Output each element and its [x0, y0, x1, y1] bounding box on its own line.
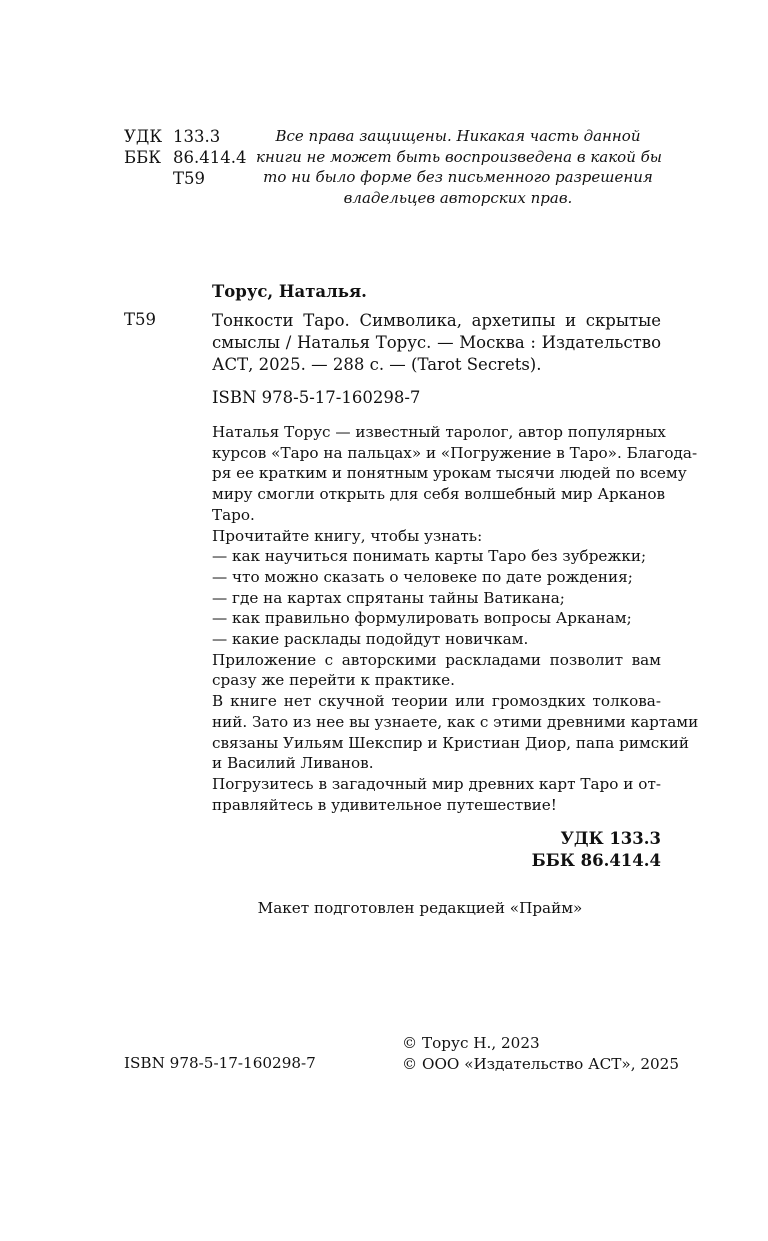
udk-row: [124, 126, 246, 147]
description-line: Тонкости Таро. Символика, архетипы и скрытые: [212, 311, 661, 330]
annotation-line: Погрузитесь в загадочный мир древних карт Таро и от-: [212, 774, 661, 793]
rights-line: владельцев авторских прав.: [343, 188, 573, 207]
copyright-line: © ООО «Издательство АСТ», 2025: [402, 1055, 680, 1073]
annotation-line: ний. Зато из нее вы узнаете, как с этими древними картами: [212, 712, 699, 731]
description-line: АСТ, 2025. — 288 с. — (Tarot Secrets).: [212, 355, 542, 374]
annotation-list-item: — что можно сказать о человеке по дате рождения;: [212, 567, 633, 586]
annotation-list-item: — какие расклады подойдут новичкам.: [212, 630, 529, 649]
rights-notice: [256, 126, 663, 208]
copyright-block: [402, 1033, 679, 1075]
annotation-line: и Василий Ливанов.: [212, 754, 374, 773]
isbn: ISBN 978-5-17-160298-7: [212, 388, 421, 407]
classification-codes: [124, 126, 246, 189]
annotation-line: Таро.: [212, 505, 255, 524]
annotation-line: Наталья Торус — известный таролог, автор популярных: [212, 423, 666, 441]
bibliography-mark: Т59: [124, 310, 157, 329]
isbn-footer: ISBN 978-5-17-160298-7: [124, 1054, 316, 1072]
annotation-line: курсов «Таро на пальцах» и «Погружение в Таро». Благода-: [212, 443, 698, 462]
rights-line: Все права защищены. Никакая часть данной: [275, 127, 641, 145]
author-mark-row: [124, 168, 246, 189]
annotation-line: Прочитайте книгу, чтобы узнать:: [212, 526, 483, 545]
annotation: [212, 422, 699, 815]
copyright-line: © Торус Н., 2023: [402, 1034, 540, 1052]
udk-label: УДК: [124, 127, 163, 146]
annotation-list-item: — как научиться понимать карты Таро без зубрежки;: [212, 547, 647, 566]
annotation-line: В книге нет скучной теории или громоздких толкова-: [212, 692, 661, 711]
bbk-value: 86.414.4: [173, 148, 247, 167]
annotation-list-item: — как правильно формулировать вопросы Арканам;: [212, 609, 632, 628]
layout-credit: Макет подготовлен редакцией «Прайм»: [257, 899, 583, 917]
annotation-line: ря ее кратким и понятным урокам тысячи людей по всему: [212, 464, 687, 483]
rights-line: книги не может быть воспроизведена в какой бы: [256, 147, 663, 166]
annotation-list-item: — где на картах спрятаны тайны Ватикана;: [212, 588, 565, 607]
rights-line: то ни было форме без письменного разрешения: [263, 168, 653, 186]
bbk-bottom: ББК 86.414.4: [531, 851, 661, 870]
author-mark: Т59: [173, 169, 206, 188]
author-heading: Торус, Наталья.: [212, 282, 367, 301]
annotation-line: Приложение с авторскими раскладами позволит вам: [212, 650, 661, 669]
description-line: смыслы / Наталья Торус. — Москва : Издательство: [212, 333, 661, 352]
udk-bottom: УДК 133.3: [560, 829, 661, 848]
bbk-label: ББК: [124, 148, 162, 167]
annotation-line: связаны Уильям Шекспир и Кристиан Диор, папа римский: [212, 733, 690, 752]
bibliographic-description: [212, 310, 661, 376]
classification-codes-bottom: [530, 828, 661, 872]
annotation-line: миру смогли открыть для себя волшебный мир Арканов: [212, 485, 666, 504]
annotation-line: правляйтесь в удивительное путешествие!: [212, 795, 557, 814]
udk-value: 133.3: [173, 127, 221, 146]
annotation-line: сразу же перейти к практике.: [212, 671, 455, 690]
bbk-row: [124, 147, 246, 168]
